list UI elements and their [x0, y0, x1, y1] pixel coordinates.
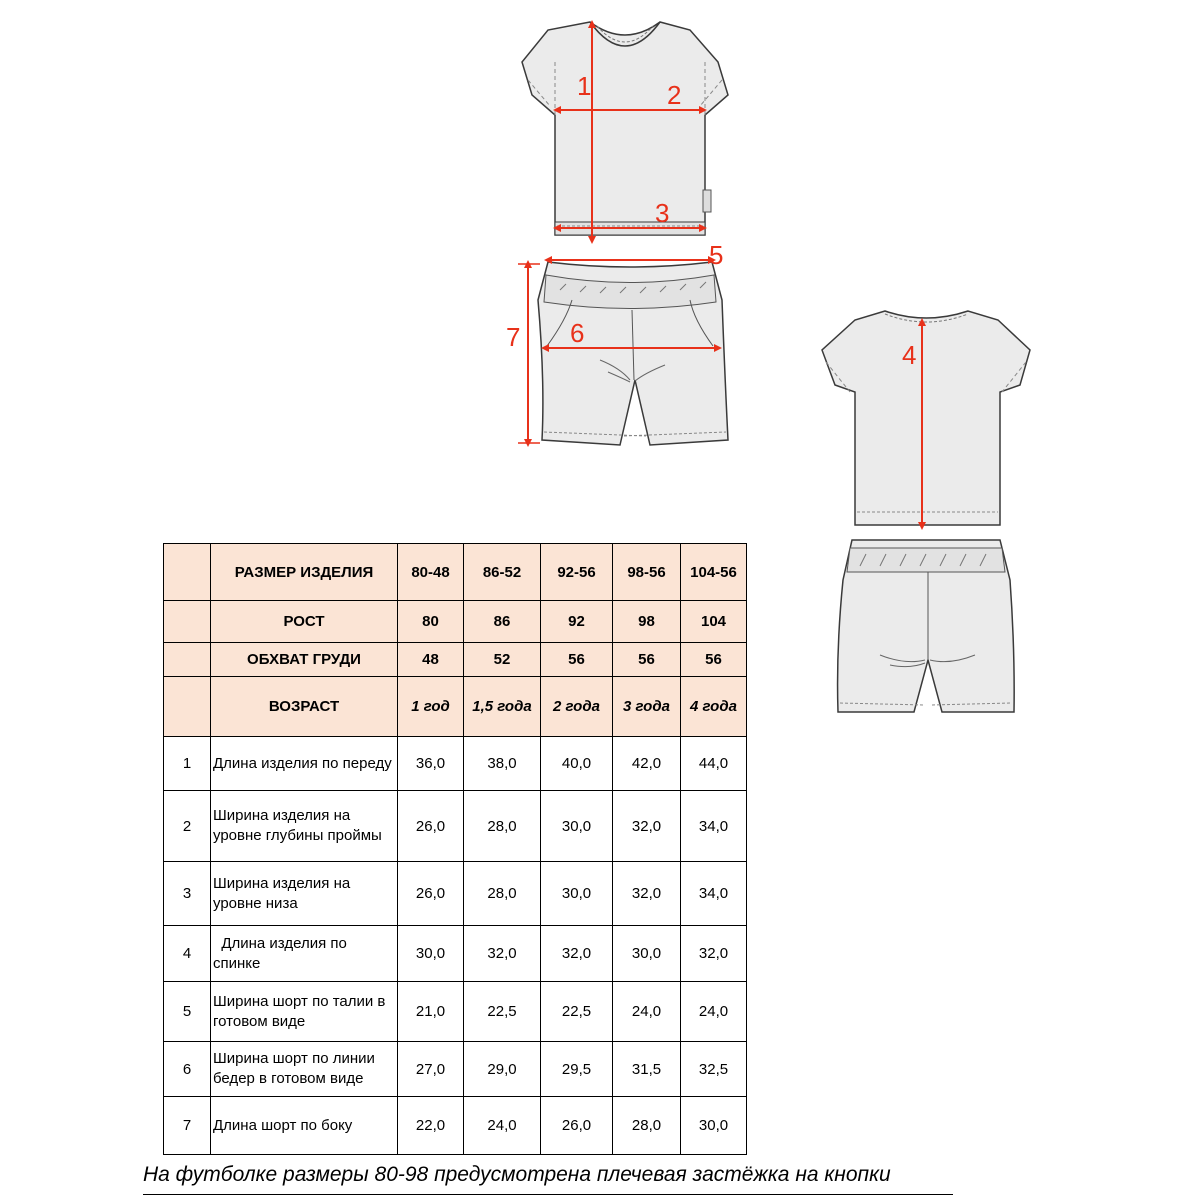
header-cell: 104-56: [681, 544, 747, 601]
front-tshirt-drawing: [522, 22, 728, 235]
table-cell: 30,0: [398, 926, 464, 982]
header-label: ВОЗРАСТ: [211, 677, 398, 737]
table-cell: 29,0: [464, 1042, 541, 1097]
table-cell: 42,0: [613, 737, 681, 791]
table-cell: 34,0: [681, 862, 747, 926]
footnote: На футболке размеры 80-98 предусмотрена плечевая застёжка на кнопки: [143, 1163, 891, 1186]
row-description: Длина изделия по переду: [211, 737, 398, 791]
front-shorts-drawing: [538, 262, 728, 445]
table-cell: 36,0: [398, 737, 464, 791]
table-row: [164, 1042, 747, 1097]
table-cell: 34,0: [681, 791, 747, 862]
table-cell: 30,0: [541, 791, 613, 862]
header-cell: 52: [464, 643, 541, 677]
table-row: [164, 791, 747, 862]
header-cell: 104: [681, 601, 747, 643]
row-description: Ширина шорт по линии бедер в готовом виде: [211, 1042, 398, 1097]
row-number: 2: [164, 791, 211, 862]
table-cell: 26,0: [398, 862, 464, 926]
back-tshirt-drawing: [822, 311, 1030, 525]
header-cell: 3 года: [613, 677, 681, 737]
header-corner: [164, 601, 211, 643]
table-cell: 28,0: [613, 1097, 681, 1155]
back-shorts-drawing: [838, 540, 1015, 712]
table-row: [164, 926, 747, 982]
size-table: [163, 543, 747, 1155]
header-cell: 56: [613, 643, 681, 677]
table-cell: 24,0: [681, 982, 747, 1042]
header-cell: 80-48: [398, 544, 464, 601]
header-corner: [164, 677, 211, 737]
footnote-underline: [143, 1194, 953, 1195]
marker-7: 7: [506, 322, 521, 352]
table-cell: 26,0: [541, 1097, 613, 1155]
table-cell: 30,0: [541, 862, 613, 926]
marker-5: 5: [709, 240, 724, 270]
table-cell: 22,5: [541, 982, 613, 1042]
table-cell: 22,5: [464, 982, 541, 1042]
header-row-age: [164, 677, 747, 737]
row-number: 6: [164, 1042, 211, 1097]
header-cell: 92-56: [541, 544, 613, 601]
table-cell: 44,0: [681, 737, 747, 791]
table-row: [164, 737, 747, 791]
marker-3: 3: [655, 198, 670, 228]
table-cell: 32,0: [464, 926, 541, 982]
row-description: Ширина изделия на уровне низа: [211, 862, 398, 926]
table-cell: 30,0: [681, 1097, 747, 1155]
header-row-chest: [164, 643, 747, 677]
header-cell: 92: [541, 601, 613, 643]
table-cell: 28,0: [464, 791, 541, 862]
marker-1: 1: [577, 71, 592, 101]
table-cell: 28,0: [464, 862, 541, 926]
table-cell: 24,0: [464, 1097, 541, 1155]
header-cell: 98: [613, 601, 681, 643]
marker-4: 4: [902, 340, 917, 370]
header-row-size: [164, 544, 747, 601]
header-corner: [164, 643, 211, 677]
row-number: 5: [164, 982, 211, 1042]
row-number: 4: [164, 926, 211, 982]
table-cell: 31,5: [613, 1042, 681, 1097]
header-cell: 1 год: [398, 677, 464, 737]
table-cell: 32,0: [541, 926, 613, 982]
table-cell: 27,0: [398, 1042, 464, 1097]
header-cell: 56: [681, 643, 747, 677]
table-cell: 32,0: [681, 926, 747, 982]
table-row: [164, 1097, 747, 1155]
header-cell: 48: [398, 643, 464, 677]
header-row-height: [164, 601, 747, 643]
table-row: [164, 862, 747, 926]
row-description: Ширина шорт по талии в готовом виде: [211, 982, 398, 1042]
table-row: [164, 982, 747, 1042]
header-cell: 2 года: [541, 677, 613, 737]
row-description: Длина шорт по боку: [211, 1097, 398, 1155]
header-cell: 98-56: [613, 544, 681, 601]
header-label: РАЗМЕР ИЗДЕЛИЯ: [211, 544, 398, 601]
row-description: Длина изделия по спинке: [211, 926, 398, 982]
row-number: 1: [164, 737, 211, 791]
header-cell: 86-52: [464, 544, 541, 601]
row-number: 7: [164, 1097, 211, 1155]
header-label: РОСТ: [211, 601, 398, 643]
header-cell: 1,5 года: [464, 677, 541, 737]
row-description: Ширина изделия на уровне глубины проймы: [211, 791, 398, 862]
header-cell: 80: [398, 601, 464, 643]
header-cell: 4 года: [681, 677, 747, 737]
table-cell: 22,0: [398, 1097, 464, 1155]
header-cell: 56: [541, 643, 613, 677]
header-corner: [164, 544, 211, 601]
table-cell: 32,5: [681, 1042, 747, 1097]
table-cell: 32,0: [613, 862, 681, 926]
table-cell: 40,0: [541, 737, 613, 791]
table-cell: 32,0: [613, 791, 681, 862]
table-cell: 21,0: [398, 982, 464, 1042]
table-cell: 26,0: [398, 791, 464, 862]
table-cell: 30,0: [613, 926, 681, 982]
table-cell: 38,0: [464, 737, 541, 791]
row-number: 3: [164, 862, 211, 926]
header-cell: 86: [464, 601, 541, 643]
table-cell: 24,0: [613, 982, 681, 1042]
header-label: ОБХВАТ ГРУДИ: [211, 643, 398, 677]
table-cell: 29,5: [541, 1042, 613, 1097]
marker-2: 2: [667, 80, 682, 110]
marker-6: 6: [570, 318, 585, 348]
